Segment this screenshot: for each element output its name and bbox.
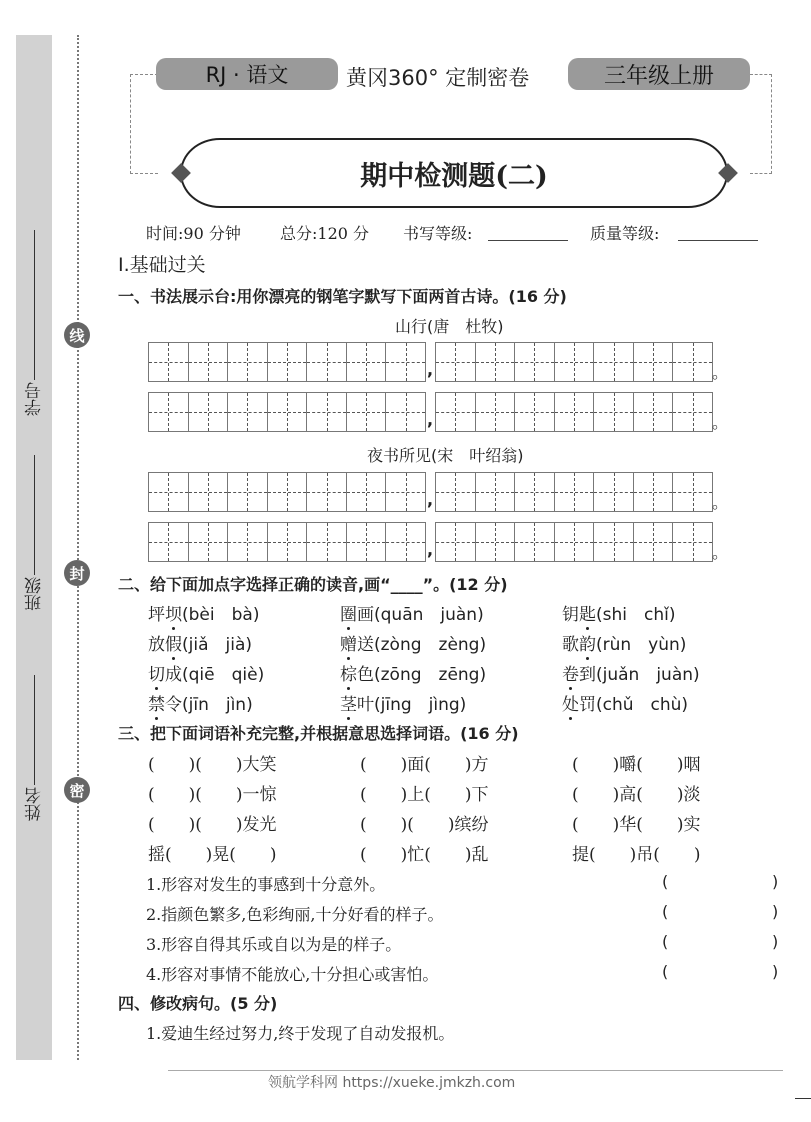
pinyin-item[interactable]	[340, 690, 466, 715]
answer-close-paren[interactable]: )	[772, 902, 779, 921]
pinyin-options[interactable]: (qiē qiè)	[182, 665, 265, 685]
grid-cell[interactable]	[634, 393, 674, 431]
character: 禁	[148, 695, 165, 715]
writing-grid[interactable]	[435, 392, 713, 432]
meaning-item: 2.指颜色繁多,色彩绚丽,十分好看的样子。	[146, 905, 444, 924]
grid-cell[interactable]	[149, 473, 189, 511]
grid-cell[interactable]	[555, 393, 595, 431]
pinyin-item[interactable]	[148, 690, 253, 715]
idiom-fill-item[interactable]: ( )( )缤纷	[360, 815, 489, 835]
grid-cell[interactable]	[268, 393, 308, 431]
page-title: 期中检测题(二)	[180, 138, 728, 208]
footer-rule	[168, 1070, 783, 1071]
seal-seal: 封	[64, 560, 90, 586]
character: 韵	[579, 635, 596, 655]
answer-close-paren[interactable]: )	[772, 962, 779, 981]
grid-cell[interactable]	[307, 393, 347, 431]
pinyin-options[interactable]: (bèi bà)	[182, 605, 260, 625]
grid-cell[interactable]	[673, 343, 712, 381]
grid-cell[interactable]	[228, 393, 268, 431]
idiom-fill-item[interactable]: 提( )吊( )	[572, 845, 701, 865]
idiom-fill-item[interactable]: ( )( )大笑	[148, 755, 277, 775]
pinyin-options[interactable]: (quān juàn)	[374, 605, 484, 625]
q1-title: 一、书法展示台:用你漂亮的钢笔字默写下面两首古诗。(16 分)	[118, 287, 567, 306]
pinyin-item[interactable]	[340, 660, 486, 685]
grid-cell[interactable]	[673, 393, 712, 431]
q4-item-1: 1.爱迪生经过努力,终于发现了自动发报机。	[146, 1024, 455, 1043]
grid-cell[interactable]	[515, 343, 555, 381]
q4-title: 四、修改病句。(5 分)	[118, 994, 278, 1013]
character: 赠	[340, 635, 357, 655]
frame-left	[130, 74, 158, 174]
grid-cell[interactable]	[189, 523, 229, 561]
grid-cell[interactable]	[476, 393, 516, 431]
writing-grade-label: 书写等级:	[403, 224, 473, 243]
quality-grade-blank[interactable]	[678, 240, 758, 241]
grid-cell[interactable]	[149, 393, 189, 431]
period: 。	[712, 493, 729, 512]
character: 罚	[579, 695, 596, 715]
pinyin-item[interactable]	[340, 630, 486, 655]
grid-cell[interactable]	[268, 343, 308, 381]
comma: ,	[427, 360, 434, 379]
frame-right	[750, 74, 772, 174]
pinyin-options[interactable]: (zōng zēng)	[374, 665, 487, 685]
comma: ,	[427, 540, 434, 559]
answer-open-paren[interactable]: (	[662, 962, 669, 981]
character: 到	[579, 665, 596, 685]
grid-cell[interactable]	[436, 393, 476, 431]
grid-cell[interactable]	[268, 473, 308, 511]
grid-cell[interactable]	[347, 523, 387, 561]
grid-cell[interactable]	[476, 523, 516, 561]
writing-grid[interactable]	[148, 392, 426, 432]
character: 坝	[165, 605, 182, 625]
writing-grid[interactable]	[435, 472, 713, 512]
period: 。	[712, 543, 729, 562]
pinyin-options[interactable]: (rùn yùn)	[596, 635, 687, 655]
pinyin-options[interactable]: (chǔ chù)	[596, 695, 689, 715]
character: 放	[148, 635, 165, 655]
class-field[interactable]	[22, 455, 47, 611]
grid-cell[interactable]	[436, 343, 476, 381]
grid-cell[interactable]	[189, 473, 229, 511]
pinyin-options[interactable]: (jiǎ jià)	[182, 635, 252, 655]
writing-grid[interactable]	[148, 472, 426, 512]
answer-open-paren[interactable]: (	[662, 902, 669, 921]
character: 茎	[340, 695, 357, 715]
meaning-item: 1.形容对发生的事感到十分意外。	[146, 875, 386, 894]
comma: ,	[427, 490, 434, 509]
idiom-fill-item[interactable]: ( )华( )实	[572, 815, 701, 835]
grid-cell[interactable]	[594, 473, 634, 511]
character: 画	[357, 605, 374, 625]
pinyin-options[interactable]: (juǎn juàn)	[596, 665, 700, 685]
period: 。	[712, 363, 729, 382]
period: 。	[712, 413, 729, 432]
character: 歌	[562, 635, 579, 655]
q2-title: 二、给下面加点字选择正确的读音,画“____”。(12 分)	[118, 575, 508, 594]
footer-watermark: 领航学科网 https://xueke.jmkzh.com	[268, 1075, 516, 1091]
idiom-fill-item[interactable]: 摇( )晃( )	[148, 845, 277, 865]
grid-cell[interactable]	[189, 393, 229, 431]
pinyin-item[interactable]	[562, 600, 675, 625]
grid-cell[interactable]	[594, 393, 634, 431]
grid-cell[interactable]	[515, 393, 555, 431]
part-heading: Ⅰ.基础过关	[118, 254, 206, 276]
writing-grid[interactable]	[148, 522, 426, 562]
seal-secret: 密	[64, 777, 90, 803]
grid-cell[interactable]	[149, 523, 189, 561]
grid-cell[interactable]	[149, 343, 189, 381]
grid-cell[interactable]	[268, 523, 308, 561]
grid-cell[interactable]	[347, 393, 387, 431]
grid-cell[interactable]	[307, 343, 347, 381]
idiom-fill-item[interactable]: ( )上( )下	[360, 785, 489, 805]
character: 坪	[148, 605, 165, 625]
character: 棕	[340, 665, 357, 685]
writing-grid[interactable]	[148, 342, 426, 382]
name-field[interactable]	[22, 675, 47, 821]
series-name: 黄冈360° 定制密卷	[346, 66, 530, 90]
grid-cell[interactable]	[386, 393, 425, 431]
character: 假	[165, 635, 182, 655]
grid-cell[interactable]	[307, 523, 347, 561]
grid-cell[interactable]	[228, 343, 268, 381]
grid-cell[interactable]	[386, 473, 425, 511]
grid-cell[interactable]	[228, 523, 268, 561]
grid-cell[interactable]	[555, 473, 595, 511]
pinyin-item[interactable]	[148, 660, 264, 685]
answer-open-paren[interactable]: (	[662, 872, 669, 891]
time-info: 时间:90 分钟	[146, 224, 241, 243]
answer-open-paren[interactable]: (	[662, 932, 669, 951]
idiom-fill-item[interactable]: ( )忙( )乱	[360, 845, 489, 865]
page-edge-mark	[795, 1098, 811, 1099]
character: 成	[165, 665, 182, 685]
grid-cell[interactable]	[634, 523, 674, 561]
idiom-fill-item[interactable]: ( )( )一惊	[148, 785, 277, 805]
grid-cell[interactable]	[515, 523, 555, 561]
character: 圈	[340, 605, 357, 625]
grid-cell[interactable]	[436, 473, 476, 511]
name-label: 姓名	[25, 787, 45, 821]
grid-cell[interactable]	[555, 523, 595, 561]
pinyin-options[interactable]: (shi chǐ)	[596, 605, 676, 625]
poem1-title: 山行(唐 杜牧)	[395, 317, 504, 336]
writing-grid[interactable]	[435, 522, 713, 562]
grid-cell[interactable]	[386, 343, 425, 381]
character: 令	[165, 695, 182, 715]
pinyin-item[interactable]	[562, 630, 686, 655]
idiom-fill-item[interactable]: ( )面( )方	[360, 755, 489, 775]
character: 钥	[562, 605, 579, 625]
grid-cell[interactable]	[228, 473, 268, 511]
grid-cell[interactable]	[347, 473, 387, 511]
quality-grade-label: 质量等级:	[590, 224, 660, 243]
grade-pill: 三年级上册	[568, 58, 750, 90]
grid-cell[interactable]	[594, 523, 634, 561]
total-info: 总分:120 分	[280, 224, 370, 243]
grid-cell[interactable]	[347, 343, 387, 381]
grid-cell[interactable]	[673, 473, 712, 511]
cut-line	[77, 35, 79, 1060]
pinyin-options[interactable]: (zòng zèng)	[374, 635, 487, 655]
grid-cell[interactable]	[555, 343, 595, 381]
pinyin-options[interactable]: (jīng jìng)	[374, 695, 467, 715]
seal-line: 线	[64, 322, 90, 348]
grid-cell[interactable]	[436, 523, 476, 561]
grid-cell[interactable]	[673, 523, 712, 561]
character: 切	[148, 665, 165, 685]
answer-close-paren[interactable]: )	[772, 932, 779, 951]
q3-title: 三、把下面词语补充完整,并根据意思选择词语。(16 分)	[118, 724, 519, 743]
student-id-label: 学号	[25, 382, 45, 416]
idiom-fill-item[interactable]: ( )高( )淡	[572, 785, 701, 805]
meaning-item: 3.形容自得其乐或自以为是的样子。	[146, 935, 402, 954]
grid-cell[interactable]	[634, 343, 674, 381]
character: 色	[357, 665, 374, 685]
grid-cell[interactable]	[386, 523, 425, 561]
writing-grid[interactable]	[435, 342, 713, 382]
pinyin-item[interactable]	[148, 630, 252, 655]
character: 叶	[357, 695, 374, 715]
idiom-fill-item[interactable]: ( )嚼( )咽	[572, 755, 701, 775]
grid-cell[interactable]	[189, 343, 229, 381]
pinyin-item[interactable]	[562, 660, 700, 685]
grid-cell[interactable]	[515, 473, 555, 511]
character: 处	[562, 695, 579, 715]
student-id-field[interactable]	[22, 230, 47, 416]
character: 送	[357, 635, 374, 655]
class-label: 班级	[25, 577, 45, 611]
comma: ,	[427, 410, 434, 429]
meaning-item: 4.形容对事情不能放心,十分担心或害怕。	[146, 965, 439, 984]
character: 卷	[562, 665, 579, 685]
grid-cell[interactable]	[476, 473, 516, 511]
pinyin-item[interactable]	[562, 690, 688, 715]
grid-cell[interactable]	[476, 343, 516, 381]
idiom-fill-item[interactable]: ( )( )发光	[148, 815, 277, 835]
subject-pill: RJ · 语文	[156, 58, 338, 90]
writing-grade-blank[interactable]	[488, 240, 568, 241]
pinyin-item[interactable]	[340, 600, 484, 625]
answer-close-paren[interactable]: )	[772, 872, 779, 891]
poem2-title: 夜书所见(宋 叶绍翁)	[367, 446, 524, 465]
character: 匙	[579, 605, 596, 625]
pinyin-item[interactable]	[148, 600, 259, 625]
grid-cell[interactable]	[307, 473, 347, 511]
grid-cell[interactable]	[594, 343, 634, 381]
grid-cell[interactable]	[634, 473, 674, 511]
pinyin-options[interactable]: (jīn jìn)	[182, 695, 253, 715]
